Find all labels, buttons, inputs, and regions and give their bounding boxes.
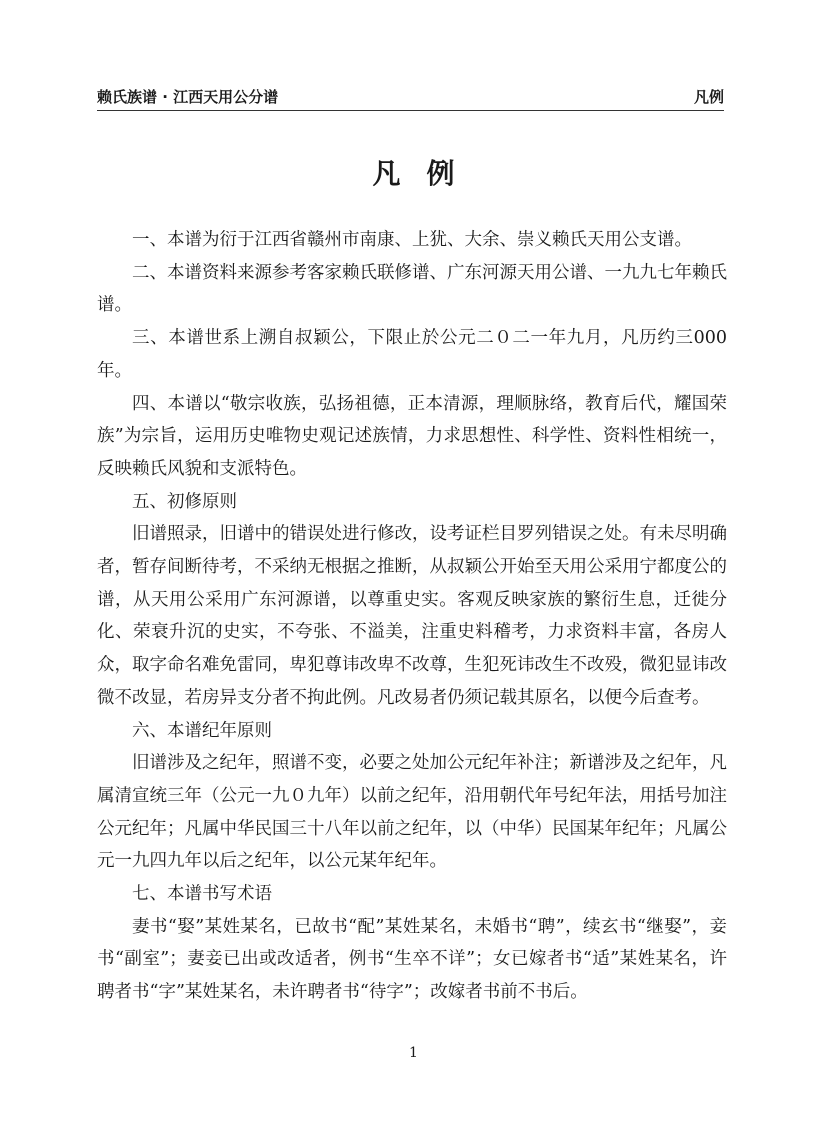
paragraph-2: 二、本谱资料来源参考客家赖氏联修谱、广东河源天用公谱、一九九七年赖氏谱。 — [97, 262, 727, 316]
paragraph-7: 妻书“娶”某姓某名，已故书“配”某姓某名，未婚书“聘”，续玄书“继娶”，妾书“副室”；妻妾已出或改适者，例书“生卒不详”；女已嫁者书“适”某姓某名，许聘者书“字”某姓某名，未许聘者书“待字”；改嫁者书前不书后。 — [97, 916, 727, 1003]
paragraph-3: 三、本谱世系上溯自叔颖公，下限止於公元二０二一年九月，凡历约三000年。 — [97, 328, 727, 381]
paragraph-6: 旧谱涉及之纪年，照谱不变，必要之处加公元纪年补注；新谱涉及之纪年，凡属清宣统三年（公元一九０九年）以前之纪年，沿用朝代年号纪年法，用括号加注公元纪年；凡属中华民国三十八年以前之纪年，以（中华）民国某年纪年；凡属公元一九四九年以后之纪年，以公元某年纪年。 — [97, 753, 727, 872]
section-heading-5: 五、初修原则 — [132, 491, 237, 512]
paragraph-4: 四、本谱以“敬宗收族，弘扬祖德，正本清源，理顺脉络，教育后代，耀国荣族”为宗旨，运用历史唯物史观记述族情，力求思想性、科学性、资料性相统一，反映赖氏风貌和支派特色。 — [97, 393, 727, 479]
page-number: 1 — [409, 1045, 418, 1061]
paragraph-5: 旧谱照录，旧谱中的错误处进行修改，设考证栏目罗列错误之处。有未尽明确者，暂存间断待考，不采纳无根据之推断，从叔颖公开始至天用公采用宁都度公的谱，从天用公采用广东河源谱，以尊重史实。客观反映家族的繁衍生息，迁徙分化、荣衰升沉的史实，不夸张、不溢美，注重史料稽考，力求资料丰富，各房人众，取字命名难免雷同，卑犯尊讳改卑不改尊，生犯死讳改生不改殁，微犯显讳改微不改显，若房异支分者不拘此例。凡改易者仍须记载其原名，以便今后查考。 — [97, 524, 727, 708]
running-header — [97, 84, 724, 111]
body-text — [97, 224, 727, 1009]
page-title: 凡例 — [372, 157, 481, 190]
paragraph-1: 一、本谱为衍于江西省赣州市南康、上犹、大余、崇义赖氏天用公支谱。 — [132, 230, 692, 250]
section-heading-6: 六、本谱纪年原则 — [132, 720, 272, 741]
section-heading-7: 七、本谱书写术语 — [132, 884, 272, 905]
header-book-title: 赖氏族谱 · 江西天用公分谱 — [97, 88, 279, 106]
header-section-title: 凡例 — [693, 88, 724, 106]
